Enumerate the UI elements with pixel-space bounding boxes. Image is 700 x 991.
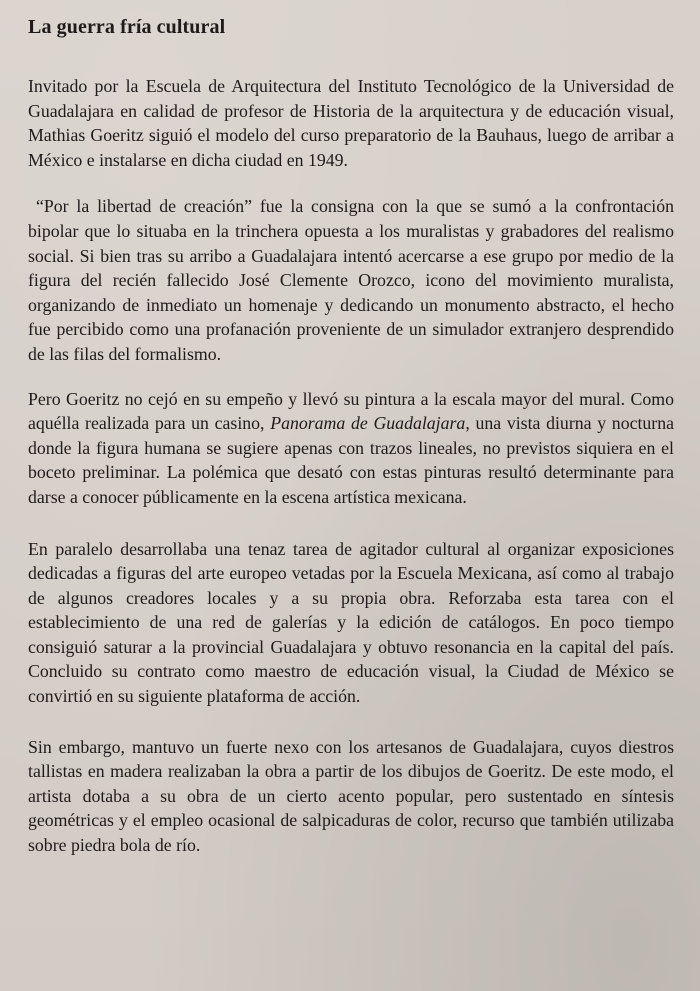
body-text — [28, 74, 674, 858]
paragraph-4: En paralelo desarrollaba una tenaz tarea de agitador cultural al organizar exposiciones dedicadas a figuras del arte europeo vetadas por la Escuela Mexicana, así como al trabajo de algunos creadores locales y a su propia obra. Reforzaba esta tarea con el establecimiento de una red de galerías y la edición de catálogos. En poco tiempo consiguió saturar a la provincial Guadalajara y obtuvo resonancia en la capital del país. Concluido su contrato como maestro de educación visual, la Ciudad de México se convirtió en su siguiente plataforma de acción. — [28, 538, 674, 707]
paragraph-2: “Por la libertad de creación” fue la consigna con la que se sumó a la confrontación bipolar que lo situaba en la trinchera opuesta a los muralistas y grabadores del realismo social. Si bien tras su arribo a Guadalajara intentó acercarse a ese grupo por medio de la figura del recién fallecido José Clemente Orozco, icono del movimiento muralista, organizando de inmediato un homenaje y dedicando un monumento abstracto, el hecho fue percibido como una profanación proveniente de un simulador extranjero desprendido de las filas del formalismo. — [28, 196, 674, 364]
paragraph-3-text-before: Pero Goeritz no cejó en su empeño y llevó su pintura a la escala mayor del mural. Como aquélla realizada para un casino, — [28, 388, 674, 434]
page-title: La guerra fría cultural — [28, 16, 226, 38]
paragraph-1: Invitado por la Escuela de Arquitectura del Instituto Tecnológico de la Universidad de Guadalajara en calidad de profesor de Historia de la arquitectura y de educación visual, Mathias Goeritz siguió el modelo del curso preparatorio de la Bauhaus, luego de arribar a México e instalarse en dicha ciudad en 1949. — [28, 76, 674, 170]
paragraph-3 — [28, 387, 674, 510]
paragraph-5: Sin embargo, mantuvo un fuerte nexo con los artesanos de Guadalajara, cuyos diestros tallistas en madera realizaban la obra a partir de los dibujos de Goeritz. De este modo, el artista dotaba a su obra de un cierto acento popular, pero sustentado en síntesis geométricas y el empleo ocasional de salpicaduras de color, recurso que también utilizaba sobre piedra bola de río. — [28, 736, 674, 856]
artwork-title: Panorama de Guadalajara — [270, 413, 466, 434]
paragraph-3-text-after: , una vista diurna y nocturna donde la figura humana se sugiere apenas con trazos lineales, no previstos siquiera en el boceto preliminar. La polémica que desató con estas pinturas resultó determinante para darse a conocer públicamente en la escena artística mexicana. — [28, 413, 675, 507]
